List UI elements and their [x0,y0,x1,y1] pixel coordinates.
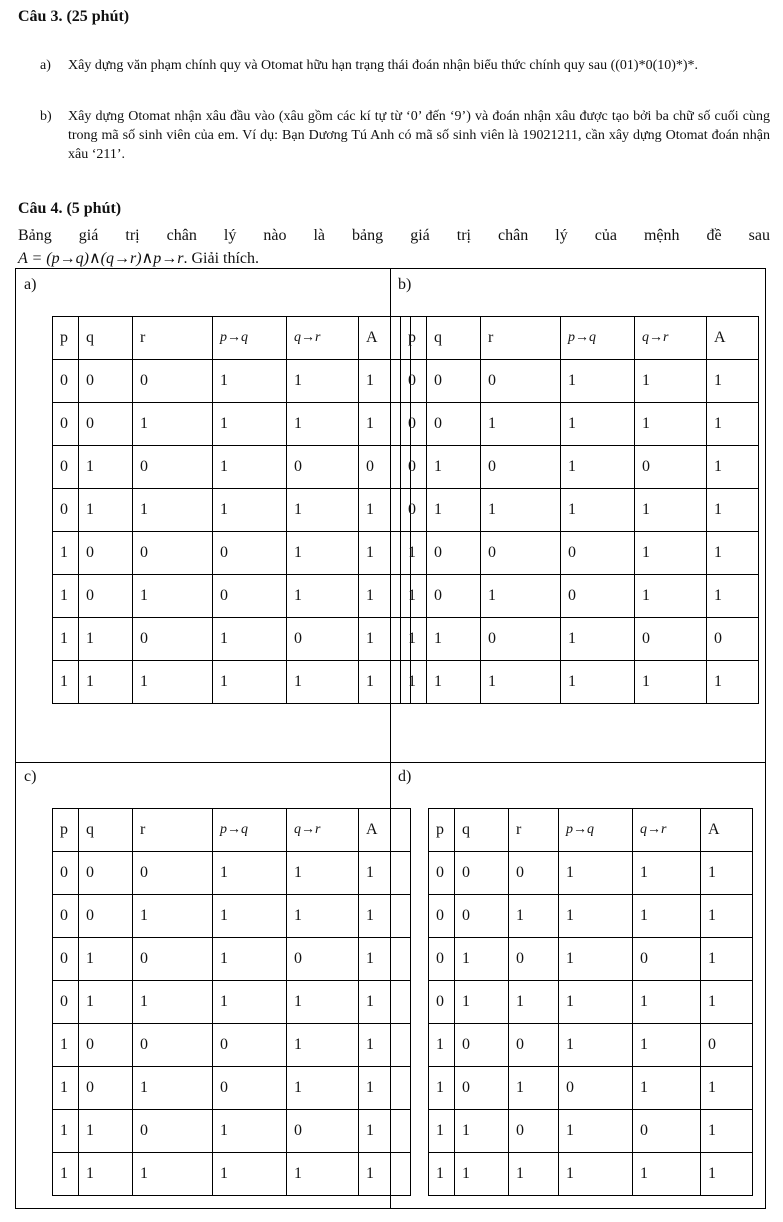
table-cell: 1 [213,895,287,938]
table-row [401,446,759,489]
table-cell: 0 [707,618,759,661]
question-3-title: Câu 3. (25 phút) [18,8,130,25]
question-4-formula-line [18,248,259,268]
table-row [429,1110,753,1153]
table-cell: 1 [79,938,133,981]
item-mark: a) [40,58,51,73]
table-cell: 1 [287,489,359,532]
table-cell: 1 [455,938,509,981]
table-cell: 1 [707,489,759,532]
table-cell: 0 [509,852,559,895]
table-cell: 0 [429,981,455,1024]
table-cell: 1 [79,661,133,704]
table-cell: 0 [427,575,481,618]
table-cell: 1 [133,403,213,446]
table-cell: 1 [133,661,213,704]
table-cell: 1 [701,1067,753,1110]
table-cell: 0 [213,575,287,618]
table-cell: 0 [53,938,79,981]
table-cell: 1 [509,895,559,938]
table-cell: 1 [633,852,701,895]
table-cell: 1 [401,532,427,575]
table-cell: 1 [287,532,359,575]
table-cell: 1 [53,532,79,575]
table-row [429,938,753,981]
table-cell: 1 [509,1153,559,1196]
table-row [429,852,753,895]
table-cell: 1 [561,618,635,661]
table-cell: 1 [427,446,481,489]
table-cell: 1 [707,661,759,704]
table-cell: 0 [287,446,359,489]
table-cell: 1 [79,618,133,661]
table-row [53,532,411,575]
item-text: Xây dựng Otomat nhận xâu đầu vào (xâu gồm các kí tự từ ‘0’ đến ‘9’) và đoán nhận xâu được tạo bởi ba chữ số cuối cùng trong mã số sinh viên của em. Ví dụ: Bạn Dương Tú Anh có mã số sinh viên là 19021211, cần xây dựng Otomat đoán nhận xâu ‘211’. [68,109,770,162]
table-cell: 0 [133,618,213,661]
table-cell: 1 [213,852,287,895]
header-cell: p [53,809,79,852]
table-cell: 1 [53,1110,79,1153]
table-row [53,403,411,446]
item-text: Xây dựng văn phạm chính quy và Otomat hữu hạn trạng thái đoán nhận biểu thức chính quy sau ((01)*0(10)*)*. [68,58,699,73]
table-cell: 1 [559,1110,633,1153]
table-cell: 0 [455,852,509,895]
table-cell: 1 [53,1024,79,1067]
table-cell: 0 [455,895,509,938]
table-cell: 1 [359,895,411,938]
table-header-row [429,809,753,852]
table-cell: 0 [133,1024,213,1067]
table-cell: 0 [701,1024,753,1067]
table-cell: 1 [455,981,509,1024]
table-cell: 0 [455,1067,509,1110]
table-cell: 0 [359,446,411,489]
table-cell: 1 [133,1067,213,1110]
table-cell: 1 [79,489,133,532]
table-cell: 1 [213,661,287,704]
table-cell: 1 [133,489,213,532]
table-cell: 0 [53,446,79,489]
table-row [429,1067,753,1110]
grid-horizontal-divider [15,762,766,763]
table-cell: 0 [79,360,133,403]
table-cell: 1 [559,852,633,895]
table-cell: 1 [707,532,759,575]
table-row [53,1153,411,1196]
table-row [53,1110,411,1153]
table-cell: 1 [509,981,559,1024]
header-cell: p [401,317,427,360]
table-cell: 1 [79,446,133,489]
table-row [401,575,759,618]
table-cell: 1 [213,938,287,981]
table-cell: 1 [79,1110,133,1153]
table-cell: 0 [481,446,561,489]
table-cell: 0 [213,1067,287,1110]
table-cell: 1 [427,661,481,704]
table-cell: 0 [79,575,133,618]
table-cell: 0 [429,852,455,895]
table-cell: 0 [287,618,359,661]
table-cell: 1 [287,360,359,403]
table-cell: 1 [427,489,481,532]
table-row [53,661,411,704]
table-cell: 1 [561,446,635,489]
table-cell: 0 [53,403,79,446]
table-cell: 1 [287,895,359,938]
table-cell: 1 [635,532,707,575]
table-cell: 0 [53,981,79,1024]
table-cell: 1 [561,661,635,704]
table-cell: 1 [53,618,79,661]
table-cell: 0 [213,532,287,575]
table-cell: 1 [633,895,701,938]
table-cell: 1 [633,981,701,1024]
header-cell: p→q [559,809,633,852]
table-cell: 1 [287,1024,359,1067]
table-row [53,895,411,938]
table-cell: 1 [429,1153,455,1196]
table-cell: 1 [359,1110,411,1153]
header-cell: r [133,809,213,852]
table-cell: 0 [79,852,133,895]
table-row [429,895,753,938]
table-cell: 1 [701,981,753,1024]
table-cell: 1 [133,1153,213,1196]
table-cell: 0 [79,532,133,575]
table-cell: 1 [481,661,561,704]
table-cell: 0 [509,1110,559,1153]
table-cell: 1 [707,446,759,489]
table-cell: 1 [53,575,79,618]
table-row [401,489,759,532]
table-cell: 1 [559,1153,633,1196]
header-cell: p [429,809,455,852]
table-cell: 1 [213,618,287,661]
table-row [53,852,411,895]
table-cell: 0 [561,575,635,618]
table-cell: 1 [455,1153,509,1196]
table-cell: 0 [287,938,359,981]
table-cell: 0 [401,403,427,446]
table-row [401,360,759,403]
table-cell: 1 [635,403,707,446]
table-cell: 0 [635,446,707,489]
table-cell: 1 [287,403,359,446]
table-cell: 1 [701,1153,753,1196]
item-mark: b) [40,109,52,124]
table-cell: 0 [133,852,213,895]
table-cell: 1 [701,895,753,938]
table-cell: 1 [429,1067,455,1110]
table-cell: 1 [481,489,561,532]
table-row [53,360,411,403]
table-cell: 1 [701,1110,753,1153]
table-cell: 1 [133,981,213,1024]
table-cell: 0 [133,532,213,575]
table-cell: 0 [53,489,79,532]
table-cell: 0 [287,1110,359,1153]
header-cell: A [359,317,411,360]
table-cell: 1 [133,575,213,618]
header-cell: A [701,809,753,852]
table-cell: 0 [401,446,427,489]
table-cell: 1 [359,618,411,661]
table-cell: 1 [213,1110,287,1153]
table-cell: 0 [635,618,707,661]
header-cell: r [509,809,559,852]
header-cell: q→r [635,317,707,360]
question-3-item-b [40,107,770,164]
header-cell: q→r [633,809,701,852]
table-row [53,1067,411,1110]
table-header-row [53,809,411,852]
table-cell: 0 [427,403,481,446]
table-cell: 0 [427,532,481,575]
header-cell: q [79,809,133,852]
table-cell: 0 [213,1024,287,1067]
table-cell: 1 [633,1024,701,1067]
table-cell: 0 [429,938,455,981]
table-cell: 1 [635,360,707,403]
header-cell: A [359,809,411,852]
table-cell: 0 [481,360,561,403]
table-cell: 1 [707,403,759,446]
table-row [53,618,411,661]
table-cell: 1 [287,661,359,704]
table-row [401,618,759,661]
table-cell: 1 [287,852,359,895]
table-cell: 0 [53,895,79,938]
table-cell: 0 [401,360,427,403]
formula-suffix: . Giải thích. [183,250,260,267]
table-cell: 0 [481,618,561,661]
table-cell: 1 [359,938,411,981]
table-cell: 1 [359,360,411,403]
table-cell: 1 [359,489,411,532]
table-row [53,446,411,489]
table-row [53,1024,411,1067]
table-header-row [401,317,759,360]
table-cell: 1 [287,981,359,1024]
table-cell: 1 [213,360,287,403]
option-label-b: b) [398,276,412,293]
table-row [53,981,411,1024]
table-cell: 1 [509,1067,559,1110]
question-4-text: Bảng giá trị chân lý nào là bảng giá trị chân lý của mệnh đề sau [18,227,770,244]
table-cell: 1 [213,446,287,489]
table-cell: 1 [481,403,561,446]
table-cell: 1 [359,575,411,618]
header-cell: q [427,317,481,360]
header-cell: q→r [287,317,359,360]
table-cell: 1 [359,1153,411,1196]
table-cell: 0 [429,895,455,938]
table-header-row [53,317,411,360]
table-cell: 1 [287,1153,359,1196]
table-cell: 1 [287,575,359,618]
table-cell: 1 [53,661,79,704]
table-cell: 1 [481,575,561,618]
table-cell: 0 [633,1110,701,1153]
header-cell: A [707,317,759,360]
table-cell: 1 [633,1153,701,1196]
table-cell: 1 [561,360,635,403]
table-cell: 1 [213,403,287,446]
table-row [401,403,759,446]
option-label-d: d) [398,768,412,785]
table-cell: 1 [455,1110,509,1153]
table-cell: 0 [53,852,79,895]
table-cell: 1 [213,981,287,1024]
table-cell: 1 [559,938,633,981]
table-cell: 1 [79,981,133,1024]
table-cell: 1 [635,661,707,704]
header-cell: q [455,809,509,852]
question-4-title: Câu 4. (5 phút) [18,200,122,217]
header-cell: q→r [287,809,359,852]
table-cell: 1 [359,1067,411,1110]
table-cell: 0 [79,1067,133,1110]
table-cell: 0 [133,446,213,489]
table-cell: 0 [455,1024,509,1067]
table-cell: 1 [53,1153,79,1196]
table-cell: 1 [359,852,411,895]
table-cell: 1 [429,1024,455,1067]
table-cell: 1 [427,618,481,661]
table-cell: 1 [53,1067,79,1110]
table-cell: 1 [635,489,707,532]
table-cell: 1 [561,403,635,446]
table-cell: 1 [213,1153,287,1196]
header-cell: r [133,317,213,360]
table-row [53,938,411,981]
table-cell: 1 [635,575,707,618]
table-row [401,661,759,704]
table-cell: 1 [707,575,759,618]
table-cell: 1 [561,489,635,532]
table-cell: 1 [559,981,633,1024]
table-cell: 1 [213,489,287,532]
table-cell: 0 [561,532,635,575]
table-row [429,981,753,1024]
table-cell: 1 [701,852,753,895]
truth-table-b [400,316,759,704]
table-cell: 0 [79,1024,133,1067]
formula: A = (p→q)∧(q→r)∧p→r [18,250,184,267]
header-cell: p→q [561,317,635,360]
table-cell: 1 [359,981,411,1024]
table-cell: 1 [401,575,427,618]
table-cell: 0 [53,360,79,403]
table-cell: 1 [359,403,411,446]
table-row [429,1024,753,1067]
table-cell: 1 [559,1024,633,1067]
table-row [53,575,411,618]
truth-table-a [52,316,411,704]
table-cell: 1 [133,895,213,938]
option-label-c: c) [24,768,37,785]
table-cell: 1 [701,938,753,981]
table-row [53,489,411,532]
table-cell: 0 [133,938,213,981]
table-cell: 1 [429,1110,455,1153]
header-cell: p→q [213,809,287,852]
table-cell: 0 [79,895,133,938]
truth-table-c [52,808,411,1196]
table-row [401,532,759,575]
table-cell: 1 [401,661,427,704]
table-cell: 0 [633,938,701,981]
option-label-a: a) [24,276,37,293]
table-cell: 0 [481,532,561,575]
table-cell: 0 [133,1110,213,1153]
table-row [429,1153,753,1196]
table-cell: 0 [79,403,133,446]
table-cell: 1 [287,1067,359,1110]
table-cell: 1 [359,661,411,704]
table-cell: 0 [401,489,427,532]
header-cell: q [79,317,133,360]
table-cell: 0 [133,360,213,403]
table-cell: 0 [509,938,559,981]
table-cell: 0 [559,1067,633,1110]
header-cell: r [481,317,561,360]
header-cell: p [53,317,79,360]
question-3-item-a [40,56,770,75]
table-cell: 0 [509,1024,559,1067]
truth-table-d [428,808,753,1196]
table-cell: 1 [633,1067,701,1110]
table-cell: 1 [559,895,633,938]
table-cell: 1 [359,1024,411,1067]
table-cell: 0 [427,360,481,403]
table-cell: 1 [79,1153,133,1196]
table-cell: 1 [359,532,411,575]
header-cell: p→q [213,317,287,360]
table-cell: 1 [707,360,759,403]
table-cell: 1 [401,618,427,661]
